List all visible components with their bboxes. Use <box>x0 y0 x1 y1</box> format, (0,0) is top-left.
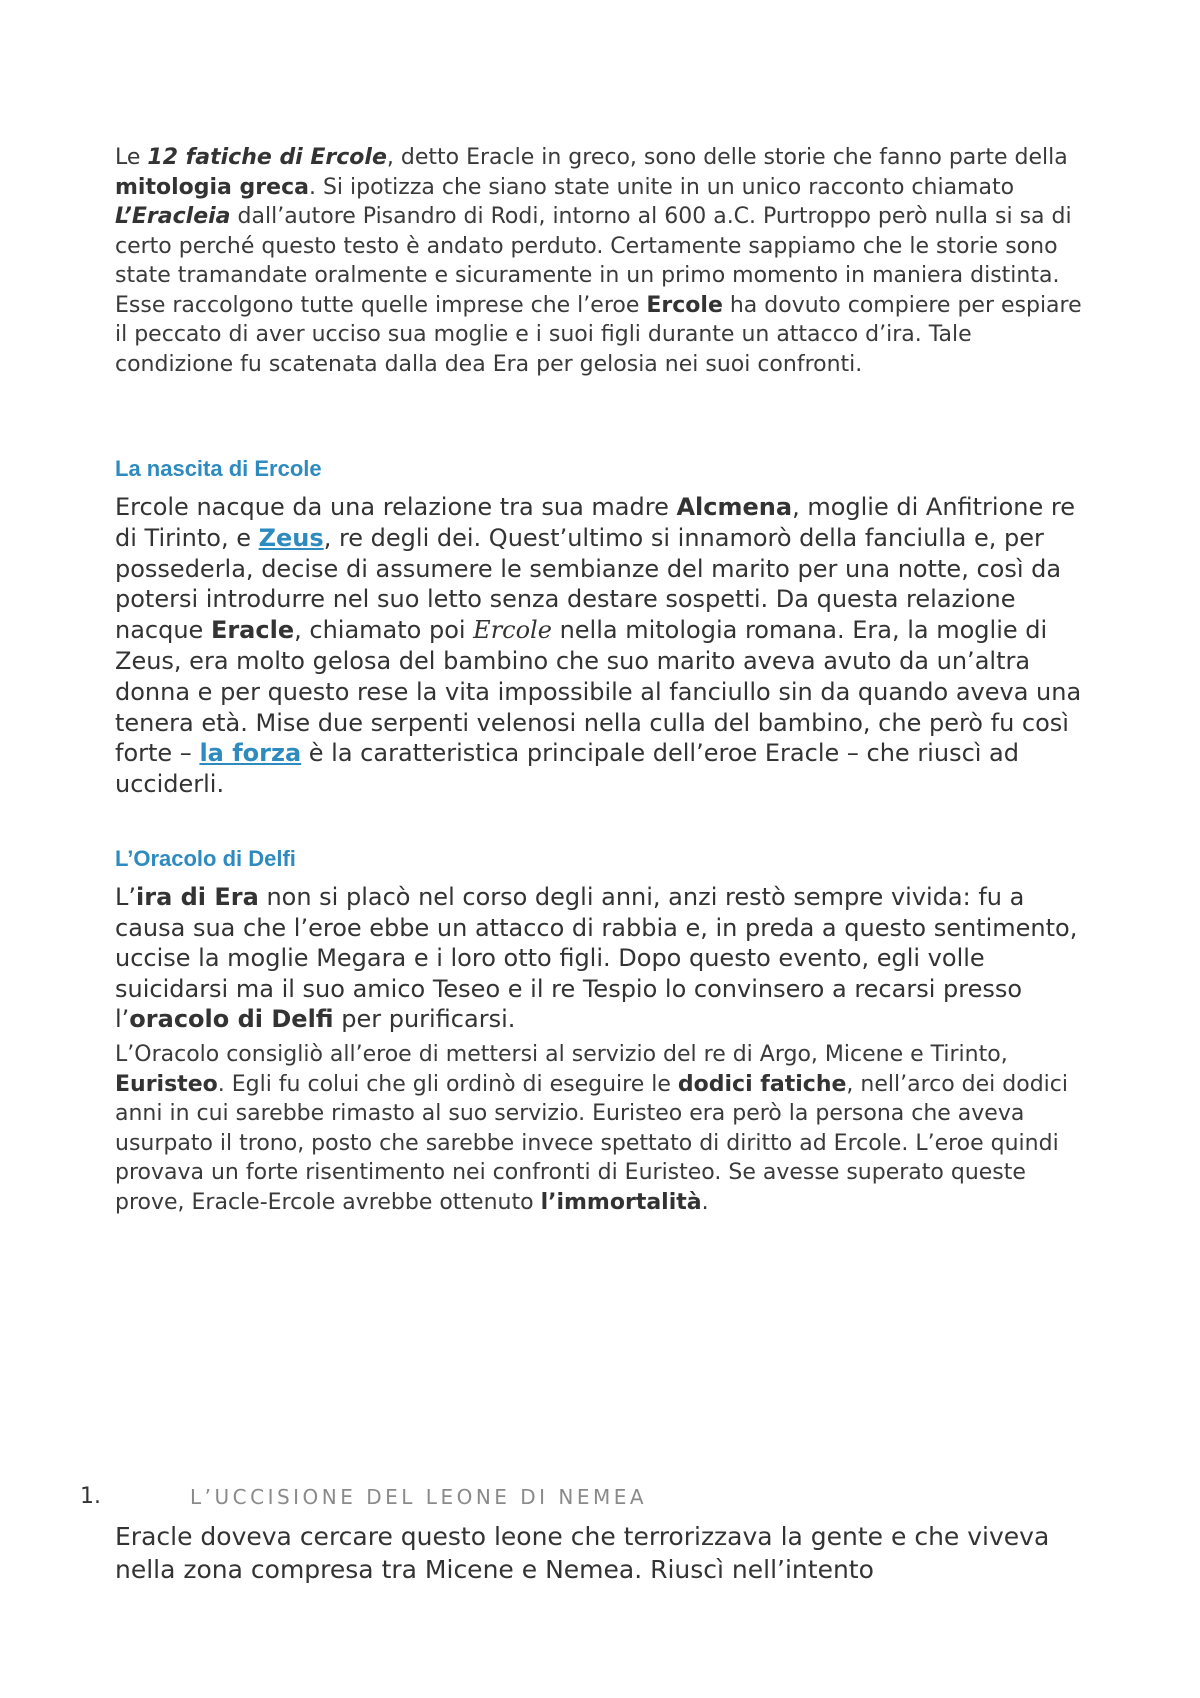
emphasis: L’Eracleia <box>115 204 231 229</box>
emphasis: ira di Era <box>136 883 259 911</box>
text: L’ <box>115 883 136 911</box>
section-paragraph: Eracle doveva cercare questo leone che terrorizzava la gente e che viveva nella zona compresa tra Micene e Nemea. Riuscì nell’intento <box>115 1522 1050 1584</box>
emphasis: Alcmena <box>676 493 793 521</box>
text: , detto Eracle in greco, sono delle storie che fanno parte della <box>386 145 1068 170</box>
text: non si placò nel corso degli anni, anzi restò sempre vivida: fu a causa sua che l’eroe ebbe un attacco di rabbia e, in preda a questo sentimento, uccise la moglie Megara e i loro otto figli. Dopo questo evento, egli volle suicidarsi ma il suo amico Teseo e il re Tespio lo convinsero a recarsi presso l’ <box>115 883 1078 1033</box>
heading-nascita: La nascita di Ercole <box>115 456 322 481</box>
section-title: L’UCCISIONE DEL LEONE DI NEMEA <box>190 1485 648 1509</box>
text: . <box>701 1189 709 1215</box>
zeus-link[interactable]: Zeus <box>258 523 324 552</box>
text: Ercole nacque da una relazione tra sua madre <box>115 493 677 521</box>
text: dall’autore Pisandro di Rodi, intorno al 600 a.C. Purtroppo però nulla si sa di certo perché questo testo è andato perduto. Certamente sappiamo che le storie sono state tramandate oralmente e sicuramente in un primo momento in maniera distinta. Esse raccolgono tutte quelle imprese che l’eroe <box>115 204 1072 318</box>
text: , chiamato poi <box>294 616 474 645</box>
emphasis: 12 fatiche di Ercole <box>147 145 387 170</box>
text: nella mitologia romana. Era, la moglie di Zeus, era molto gelosa del bambino che suo marito aveva avuto da un’altra donna e per questo rese la vita impossibile al fanciullo sin da quando aveva una tenera età. Mise due serpenti velenosi nella culla del bambino, che però fu così forte – <box>115 616 1082 768</box>
section-number: 1. <box>80 1484 101 1509</box>
text: è la caratteristica principale dell’eroe Eracle – che riuscì ad ucciderli. <box>115 739 1019 799</box>
emphasis: Ercole <box>473 616 552 645</box>
text: . Egli fu colui che gli ordinò di eseguire le <box>217 1071 678 1097</box>
text: , re degli dei. Quest’ultimo si innamorò della fanciulla e, per possederla, decise di assumere le sembianze del marito per una notte, così da potersi introdurre nel suo letto senza destare sospetti. Da questa relazione nacque <box>115 523 1062 645</box>
text: Le <box>115 145 148 170</box>
emphasis: Euristeo <box>115 1071 218 1097</box>
nascita-paragraph <box>115 492 1090 800</box>
text: , nell’arco dei dodici anni in cui sarebbe rimasto al suo servizio. Euristeo era però la persona che aveva usurpato il trono, posto che sarebbe invece spettato di diritto ad Ercole. L’eroe quindi provava un forte risentimento nei confronti di Euristeo. Se avesse superato queste prove, Eracle-Ercole avrebbe ottenuto <box>115 1071 1068 1215</box>
consiglio-paragraph <box>115 1040 1090 1217</box>
emphasis: Eracle <box>210 616 295 645</box>
text: , moglie di Anfitrione re di Tirinto, e <box>115 493 1075 552</box>
heading-oracolo: L’Oracolo di Delfi <box>115 846 296 871</box>
emphasis: dodici fatiche <box>677 1071 847 1097</box>
oracolo-paragraph <box>115 882 1090 1035</box>
la-forza-link[interactable]: la forza <box>199 739 302 768</box>
emphasis: oracolo di Delfi <box>129 1005 334 1033</box>
intro-paragraph <box>115 143 1090 379</box>
text: . Si ipotizza che siano state unite in un unico racconto chiamato <box>308 174 1015 200</box>
text: L’Oracolo consigliò all’eroe di mettersi al servizio del re di Argo, Micene e Tirinto, <box>115 1042 1008 1067</box>
emphasis: mitologia greca <box>115 174 309 200</box>
text: ha dovuto compiere per espiare il peccato di aver ucciso sua moglie e i suoi figli durante un attacco d’ira. Tale condizione fu scatenata dalla dea Era per gelosia nei suoi confronti. <box>115 292 1082 377</box>
emphasis: l’immortalità <box>540 1189 702 1215</box>
text: per purificarsi. <box>333 1005 516 1033</box>
emphasis: Ercole <box>646 292 723 318</box>
